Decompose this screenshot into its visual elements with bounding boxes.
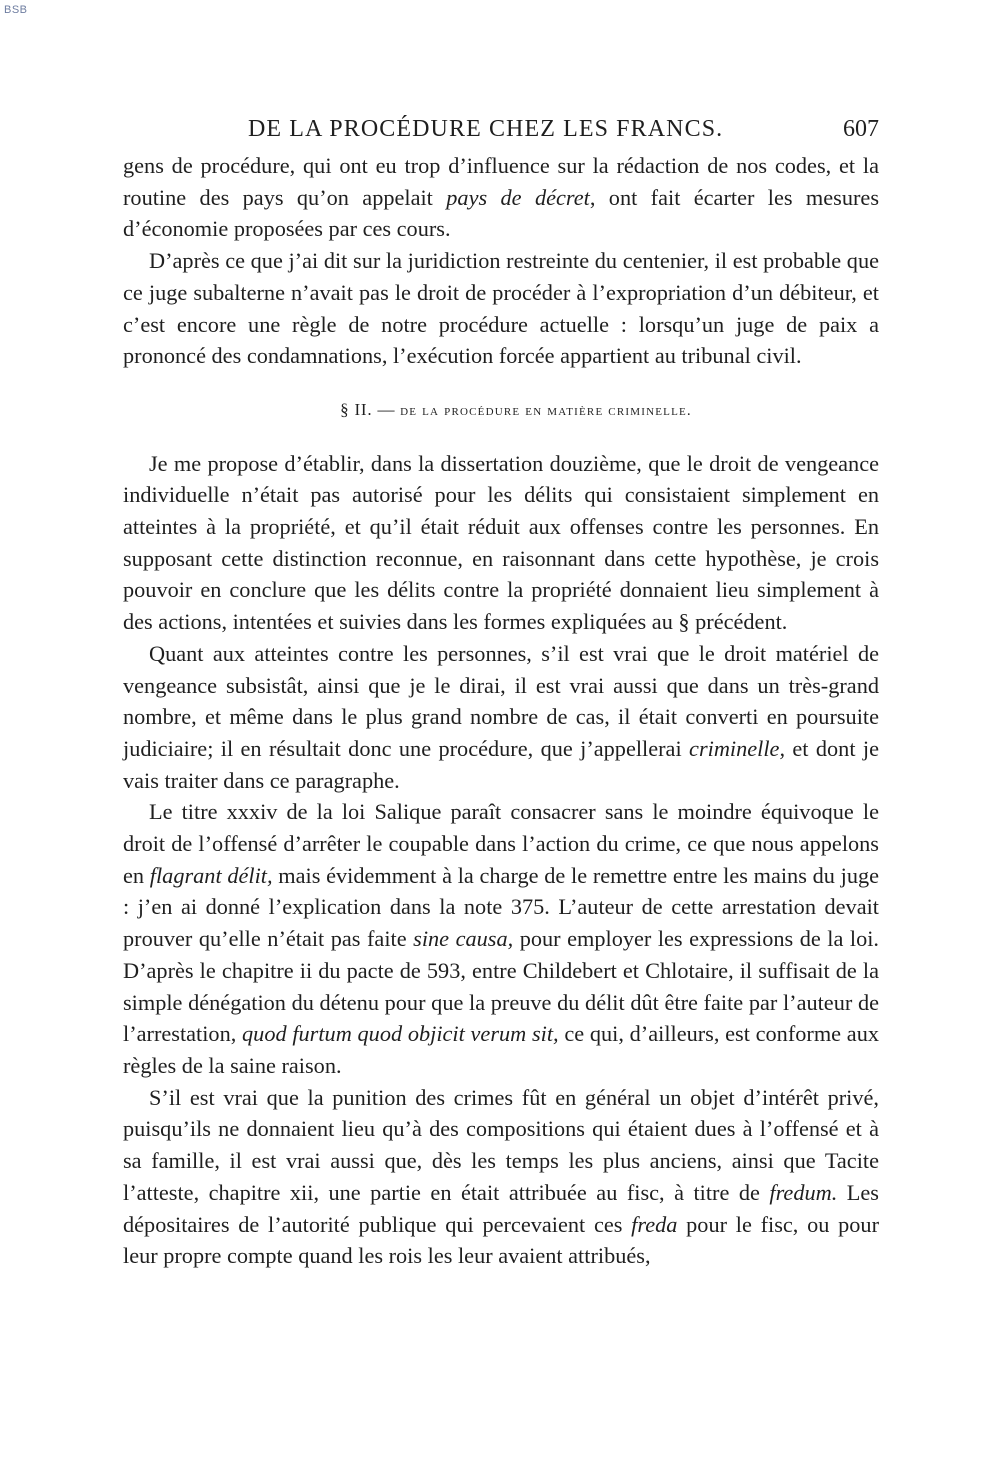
italic-term: flagrant délit, — [149, 862, 273, 888]
section-number: § II. — — [340, 399, 396, 419]
paragraph: D’après ce que j’ai dit sur la juridiction restreinte du centenier, il est probable que ce juge subalterne n’avait pas le droit de procéder à l’expropriation d’un débiteur, et c’est encore une règle de notre procédure actuelle : lorsqu’un juge de paix a prononcé des condamnations, l’exécution forcée appartient au tribunal civil. — [123, 248, 879, 369]
book-page — [123, 114, 879, 1272]
running-header — [123, 114, 879, 150]
section-title: de la procédure en matière criminelle. — [400, 402, 692, 419]
italic-term: freda — [631, 1211, 678, 1237]
paragraph: Je me propose d’établir, dans la dissertation douzième, que le droit de vengeance individuelle n’était pas autorisé pour les délits qui consistaient simplement en atteintes à la propriété, et qu’il était réduit aux offenses contre les personnes. En supposant cette distinction reconnue, en raisonnant dans cette hypothèse, je crois pouvoir en conclure que les délits contre la propriété donnaient lieu simplement à des actions, intentées et suivies dans les formes expliquées au § précédent. — [123, 450, 879, 635]
page-number: 607 — [843, 116, 879, 142]
italic-term: fredum. — [769, 1179, 838, 1205]
library-stamp: BSB — [4, 4, 28, 16]
italic-term: criminelle, — [689, 735, 786, 761]
paragraph: Le titre xxxiv de la loi Salique paraît consacrer sans le moindre équivoque le droit de l’offensé d’arrêter le coupable dans l’action du crime, ce que nous appelons en flagrant délit, mais évidemment à la charge de le remettre entre les mains du juge : j’en ai donné l’explication dans la note 375. L’auteur de cette arrestation devait prouver qu’elle n’était pas faite sine causa, pour employer les expressions de la loi. D’après le chapitre ii du pacte de 593, entre Childebert et Chlotaire, il suffisait de la simple dénégation du détenu pour que la preuve du délit dût être faite par l’auteur de l’arrestation, quod furtum quod objicit verum sit, ce qui, d’ailleurs, est conforme aux règles de la saine raison. — [123, 799, 880, 1078]
italic-term: pays de décret — [446, 184, 590, 210]
body-text — [123, 150, 879, 1272]
paragraph: S’il est vrai que la punition des crimes fût en général un objet d’intérêt privé, puisqu’ils ne donnaient lieu qu’à des compositions qui étaient dues à l’offensé et à sa famille, il est vrai aussi que, dès les temps les plus anciens, ainsi que Tacite l’atteste, chapitre xii, une partie en était attribuée au fisc, à titre de fredum. Les dépositaires de l’autorité publique qui percevaient ces freda pour le fisc, ou pour leur propre compte quand les rois les leur avaient attribués, — [123, 1084, 879, 1269]
running-title: DE LA PROCÉDURE CHEZ LES FRANCS. — [248, 116, 724, 142]
section-heading — [123, 394, 879, 428]
italic-term: quod furtum quod objicit verum sit, — [242, 1021, 559, 1047]
paragraph: Quant aux atteintes contre les personnes, s’il est vrai que le droit matériel de vengeance subsistât, ainsi que je le dirai, il est vrai aussi que dans un très-grand nombre, et même dans le plus grand nombre de cas, il était converti en poursuite judiciaire; il en résultait donc une procédure, que j’appellerai criminelle, et dont je vais traiter dans ce paragraphe. — [123, 640, 880, 793]
paragraph-continuation: gens de procédure, qui ont eu trop d’influence sur la rédaction de nos codes, et la routine des pays qu’on appelait pays de décret, ont fait écarter les mesures d’économie proposées par ces cours. — [123, 153, 879, 242]
italic-term: sine causa, — [413, 926, 514, 952]
